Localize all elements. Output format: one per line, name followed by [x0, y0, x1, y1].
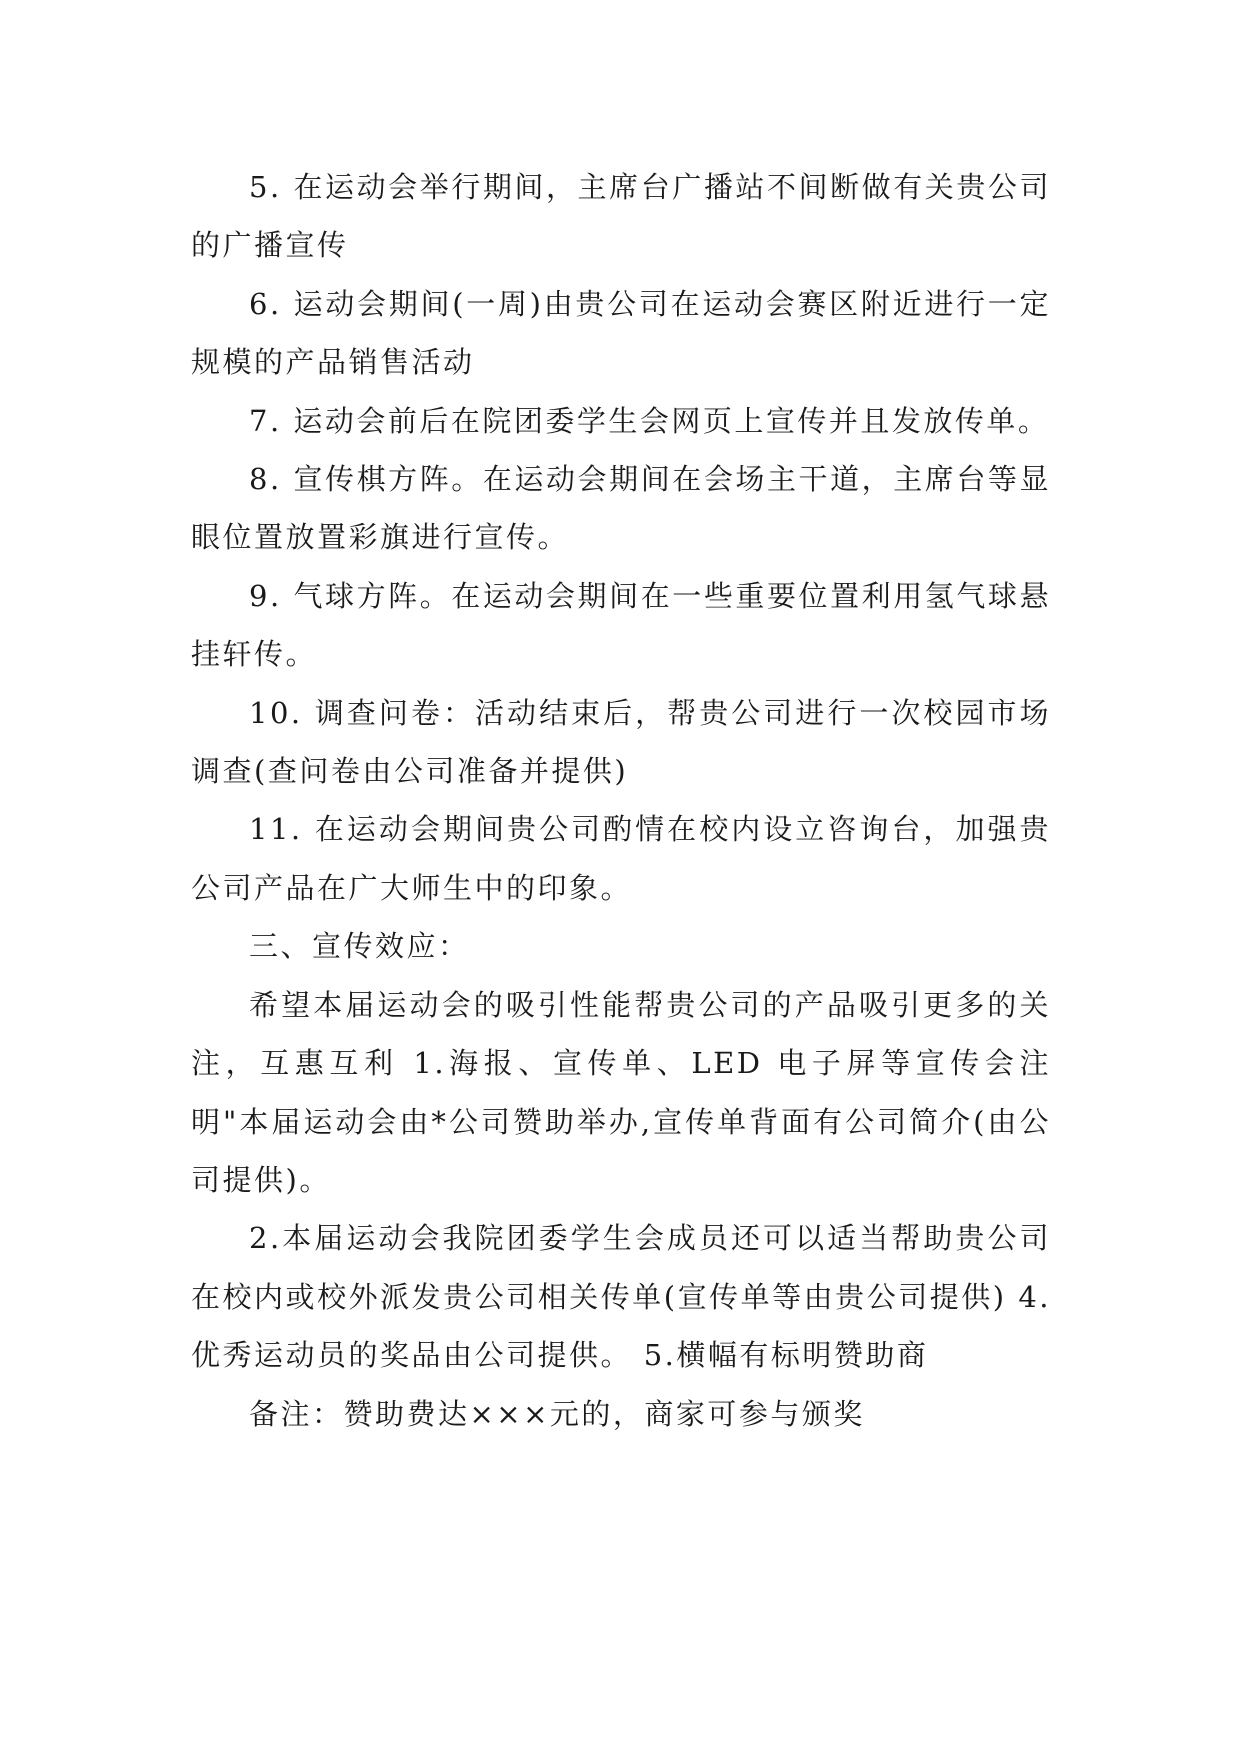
- paragraph-item-7: 7. 运动会前后在院团委学生会网页上宣传并且发放传单。: [249, 403, 1050, 438]
- paragraph-item-6: 6. 运动会期间(一周)由贵公司在运动会赛区附近进行一定规模的产品销售活动: [191, 286, 1051, 380]
- paragraph-item-8: 8. 宣传棋方阵。在运动会期间在会场主干道，主席台等显眼位置放置彩旗进行宣传。: [191, 462, 1051, 555]
- paragraph-item-9: 9. 气球方阵。在运动会期间在一些重要位置利用氢气球悬挂轩传。: [191, 578, 1051, 672]
- paragraph-item-10: 10. 调查问卷：活动结束后，帮贵公司进行一次校园市场调查(查问卷由公司准备并提供): [191, 695, 1051, 789]
- document-body: [191, 158, 1051, 1443]
- section-heading: 三、宣传效应：: [249, 929, 470, 964]
- paragraph-effect-details: 2.本届运动会我院团委学生会成员还可以适当帮助贵公司在校内或校外派发贵公司相关传单(宣传单等由贵公司提供) 4.优秀运动员的奖品由公司提供。 5.横幅有标明赞助商: [191, 1221, 1051, 1373]
- paragraph-remark: 备注：赞助费达×××元的，商家可参与颁奖: [249, 1396, 865, 1431]
- paragraph-item-11: 11. 在运动会期间贵公司酌情在校内设立咨询台，加强贵公司产品在广大师生中的印象。: [191, 812, 1051, 905]
- paragraph-item-5: 5. 在运动会举行期间，主席台广播站不间断做有关贵公司的广播宣传: [191, 170, 1051, 263]
- paragraph-effect-intro: 希望本届运动会的吸引性能帮贵公司的产品吸引更多的关注，互惠互利 1.海报、宣传单、LED 电子屏等宣传会注明"本届运动会由*公司赞助举办,宣传单背面有公司简介(由公司提供)。: [191, 987, 1051, 1197]
